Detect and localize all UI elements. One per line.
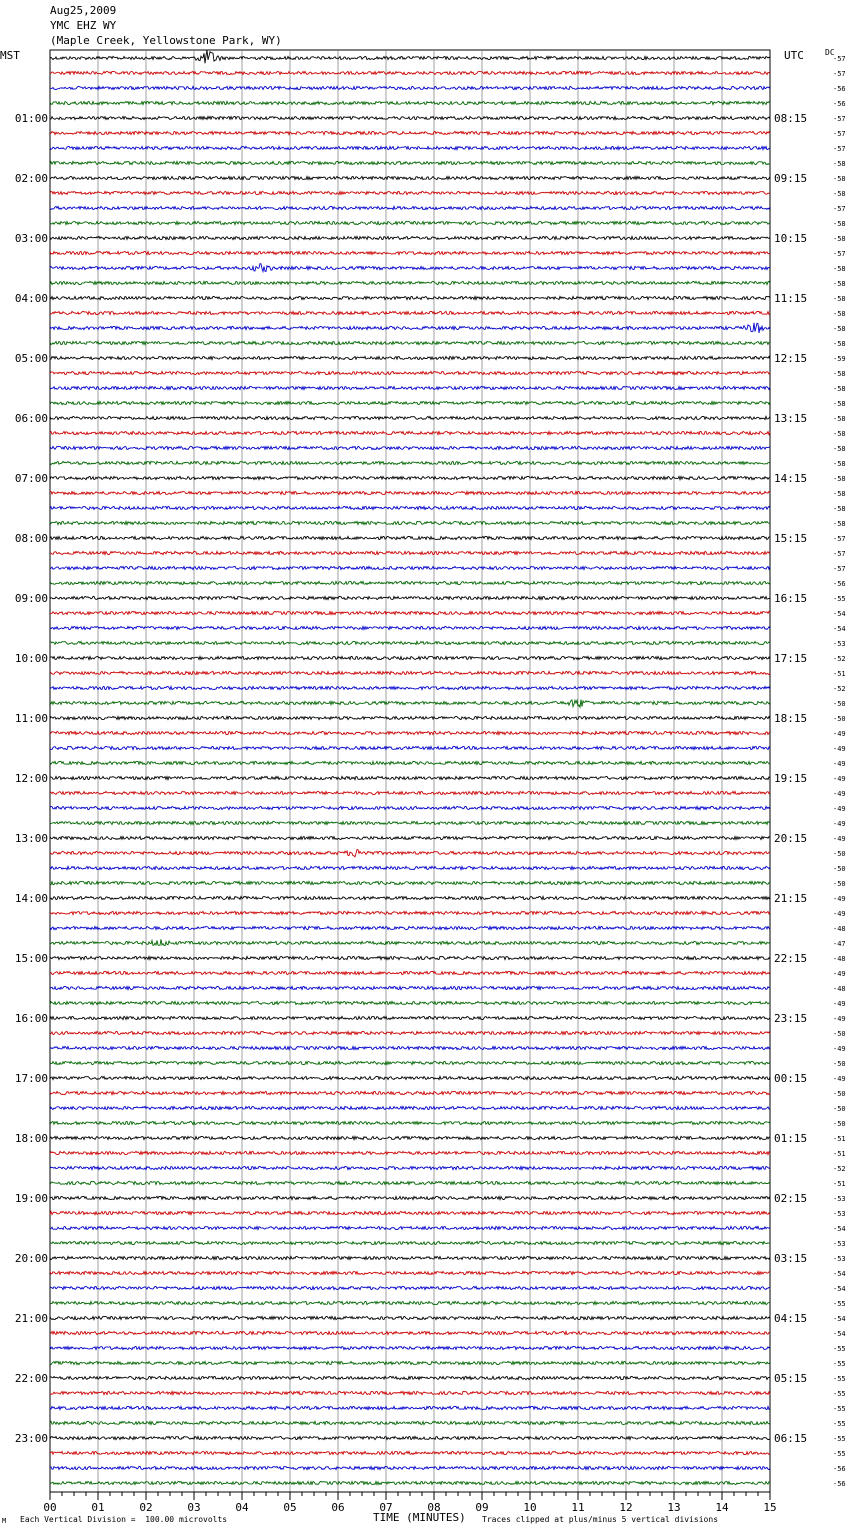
trace-row-73 xyxy=(50,1136,770,1139)
trace-row-76 xyxy=(50,1181,770,1184)
dc-offset-label: -56 xyxy=(833,1465,846,1473)
dc-offset-label: -49 xyxy=(833,835,846,843)
dc-offset-label: -59 xyxy=(833,355,846,363)
trace-row-6 xyxy=(50,131,770,134)
dc-offset-label: -57 xyxy=(833,115,846,123)
dc-offset-label: -58 xyxy=(833,400,846,408)
mst-hour-label: 22:00 xyxy=(14,1372,48,1385)
dc-offset-label: -49 xyxy=(833,1015,846,1023)
dc-offset-label: -58 xyxy=(833,295,846,303)
mst-hour-label: 13:00 xyxy=(14,832,48,845)
trace-row-39 xyxy=(50,626,770,629)
dc-offset-label: -51 xyxy=(833,1135,846,1143)
trace-row-48 xyxy=(50,761,770,764)
trace-row-35 xyxy=(50,566,770,569)
dc-offset-label: -58 xyxy=(833,160,846,168)
trace-row-13 xyxy=(50,236,770,239)
x-tick-label: 05 xyxy=(283,1501,297,1514)
trace-row-1 xyxy=(50,50,770,63)
x-tick-label: 03 xyxy=(187,1501,201,1514)
trace-row-96 xyxy=(50,1481,770,1484)
dc-offset-label: -53 xyxy=(833,640,846,648)
mst-hour-label: 03:00 xyxy=(14,232,48,245)
trace-row-53 xyxy=(50,836,770,839)
dc-offset-label: -58 xyxy=(833,460,846,468)
utc-hour-label: 03:15 xyxy=(774,1252,808,1265)
trace-row-29 xyxy=(50,476,770,479)
trace-row-17 xyxy=(50,296,770,299)
dc-offset-label: -50 xyxy=(833,1120,846,1128)
scale-note: Each Vertical Division = 100.00 microvolts xyxy=(20,1515,228,1524)
right-axis-label: UTC xyxy=(784,49,804,62)
utc-hour-label: 13:15 xyxy=(774,412,808,425)
x-tick-label: 10 xyxy=(523,1501,537,1514)
dc-offset-label: -57 xyxy=(833,550,846,558)
trace-row-8 xyxy=(50,161,770,164)
dc-offset-label: -58 xyxy=(833,235,846,243)
utc-hour-label: 18:15 xyxy=(774,712,808,725)
dc-offset-label: -50 xyxy=(833,1060,846,1068)
mst-hour-label: 02:00 xyxy=(14,172,48,185)
trace-row-14 xyxy=(50,251,770,254)
utc-hour-label: 14:15 xyxy=(774,472,808,485)
trace-row-64 xyxy=(50,1001,770,1004)
trace-row-70 xyxy=(50,1091,770,1094)
trace-row-44 xyxy=(50,700,770,708)
dc-offset-label: -57 xyxy=(833,55,846,63)
dc-offset-label: -57 xyxy=(833,205,846,213)
dc-offset-label: -56 xyxy=(833,85,846,93)
utc-hour-label: 23:15 xyxy=(774,1012,808,1025)
trace-row-91 xyxy=(50,1406,770,1409)
trace-row-24 xyxy=(50,401,770,404)
header-location: (Maple Creek, Yellowstone Park, WY) xyxy=(50,34,282,47)
dc-offset-label: -51 xyxy=(833,1150,846,1158)
trace-row-95 xyxy=(50,1466,770,1469)
trace-row-85 xyxy=(50,1316,770,1319)
mst-hour-label: 11:00 xyxy=(14,712,48,725)
trace-row-88 xyxy=(50,1361,770,1364)
dc-offset-label: -58 xyxy=(833,325,846,333)
utc-hour-label: 05:15 xyxy=(774,1372,808,1385)
trace-row-54 xyxy=(50,850,770,857)
utc-hour-label: 06:15 xyxy=(774,1432,808,1445)
mst-hour-label: 15:00 xyxy=(14,952,48,965)
trace-row-66 xyxy=(50,1031,770,1034)
dc-offset-label: -53 xyxy=(833,1240,846,1248)
dc-offset-label: -53 xyxy=(833,1195,846,1203)
trace-row-43 xyxy=(50,686,770,689)
dc-offset-label: -58 xyxy=(833,175,846,183)
trace-row-84 xyxy=(50,1301,770,1304)
trace-row-20 xyxy=(50,341,770,344)
trace-row-74 xyxy=(50,1151,770,1154)
dc-offset-label: -54 xyxy=(833,1270,846,1278)
dc-offset-label: -55 xyxy=(833,1375,846,1383)
dc-offset-label: -50 xyxy=(833,715,846,723)
x-axis-title: TIME (MINUTES) xyxy=(373,1511,466,1524)
dc-offset-label: -58 xyxy=(833,370,846,378)
dc-offset-label: -54 xyxy=(833,1315,846,1323)
dc-offset-label: -58 xyxy=(833,265,846,273)
dc-offset-label: -54 xyxy=(833,1285,846,1293)
dc-offset-label: -58 xyxy=(833,415,846,423)
trace-row-49 xyxy=(50,776,770,779)
mst-hour-label: 21:00 xyxy=(14,1312,48,1325)
trace-row-38 xyxy=(50,611,770,614)
utc-hour-label: 19:15 xyxy=(774,772,808,785)
dc-offset-label: -48 xyxy=(833,955,846,963)
dc-offset-label: -50 xyxy=(833,850,846,858)
x-tick-label: 08 xyxy=(427,1501,441,1514)
dc-offset-label: -55 xyxy=(833,1435,846,1443)
trace-row-61 xyxy=(50,956,770,959)
trace-row-46 xyxy=(50,731,770,734)
x-tick-label: 14 xyxy=(715,1501,729,1514)
utc-hour-label: 00:15 xyxy=(774,1072,808,1085)
dc-offset-label: -50 xyxy=(833,880,846,888)
utc-hour-label: 09:15 xyxy=(774,172,808,185)
dc-offset-label: -49 xyxy=(833,745,846,753)
trace-row-19 xyxy=(50,323,770,333)
dc-offset-label: -55 xyxy=(833,595,846,603)
utc-hour-label: 02:15 xyxy=(774,1192,808,1205)
trace-row-22 xyxy=(50,371,770,374)
trace-row-25 xyxy=(50,416,770,419)
mst-hour-label: 16:00 xyxy=(14,1012,48,1025)
header-station: YMC EHZ WY xyxy=(50,19,117,32)
dc-offset-label: -49 xyxy=(833,775,846,783)
utc-hour-label: 10:15 xyxy=(774,232,808,245)
dc-offset-label: -58 xyxy=(833,505,846,513)
utc-hour-label: 11:15 xyxy=(774,292,808,305)
mst-hour-label: 20:00 xyxy=(14,1252,48,1265)
trace-row-93 xyxy=(50,1436,770,1439)
trace-row-55 xyxy=(50,866,770,869)
trace-row-60 xyxy=(50,939,770,945)
trace-row-9 xyxy=(50,176,770,179)
trace-row-52 xyxy=(50,821,770,824)
dc-offset-label: -54 xyxy=(833,1330,846,1338)
dc-offset-label: -49 xyxy=(833,730,846,738)
dc-offset-label: -50 xyxy=(833,865,846,873)
dc-offset-label: -49 xyxy=(833,895,846,903)
dc-offset-label: -57 xyxy=(833,535,846,543)
trace-row-10 xyxy=(50,191,770,194)
trace-row-23 xyxy=(50,386,770,389)
x-tick-label: 11 xyxy=(571,1501,585,1514)
dc-offset-label: -56 xyxy=(833,580,846,588)
x-tick-label: 06 xyxy=(331,1501,345,1514)
utc-hour-label: 20:15 xyxy=(774,832,808,845)
trace-row-26 xyxy=(50,431,770,434)
dc-offset-label: -55 xyxy=(833,1390,846,1398)
dc-offset-label: -49 xyxy=(833,760,846,768)
dc-offset-label: -50 xyxy=(833,1030,846,1038)
dc-offset-label: -58 xyxy=(833,385,846,393)
header-date: Aug25,2009 xyxy=(50,4,117,17)
trace-row-16 xyxy=(50,281,770,284)
mst-hour-label: 19:00 xyxy=(14,1192,48,1205)
trace-row-94 xyxy=(50,1451,770,1454)
mst-hour-label: 14:00 xyxy=(14,892,48,905)
x-tick-label: 07 xyxy=(379,1501,393,1514)
dc-offset-label: -58 xyxy=(833,310,846,318)
trace-row-37 xyxy=(50,596,770,599)
dc-offset-label: -58 xyxy=(833,220,846,228)
trace-row-90 xyxy=(50,1391,770,1394)
dc-offset-label: -56 xyxy=(833,100,846,108)
x-tick-label: 09 xyxy=(475,1501,489,1514)
trace-row-80 xyxy=(50,1241,770,1244)
dc-offset-label: -51 xyxy=(833,670,846,678)
x-tick-label: 13 xyxy=(667,1501,681,1514)
dc-offset-label: -55 xyxy=(833,1345,846,1353)
dc-offset-label: -50 xyxy=(833,700,846,708)
trace-row-18 xyxy=(50,311,770,314)
dc-offset-label: -49 xyxy=(833,1075,846,1083)
trace-row-41 xyxy=(50,656,770,659)
utc-hour-label: 15:15 xyxy=(774,532,808,545)
trace-row-67 xyxy=(50,1046,770,1049)
trace-row-87 xyxy=(50,1346,770,1349)
trace-row-56 xyxy=(50,881,770,884)
utc-hour-label: 08:15 xyxy=(774,112,808,125)
trace-row-47 xyxy=(50,746,770,749)
dc-label: DC xyxy=(825,48,835,57)
dc-offset-label: -58 xyxy=(833,340,846,348)
trace-row-72 xyxy=(50,1121,770,1124)
trace-row-65 xyxy=(50,1016,770,1019)
mst-hour-label: 17:00 xyxy=(14,1072,48,1085)
trace-row-63 xyxy=(50,986,770,989)
trace-row-59 xyxy=(50,926,770,929)
plot-frame xyxy=(50,50,770,1492)
trace-row-45 xyxy=(50,716,770,719)
mst-hour-label: 09:00 xyxy=(14,592,48,605)
trace-row-2 xyxy=(50,71,770,74)
scale-mark: M xyxy=(2,1517,7,1525)
utc-hour-label: 21:15 xyxy=(774,892,808,905)
trace-row-7 xyxy=(50,146,770,149)
mst-hour-label: 18:00 xyxy=(14,1132,48,1145)
dc-offset-label: -55 xyxy=(833,1360,846,1368)
trace-row-82 xyxy=(50,1271,770,1274)
mst-hour-label: 10:00 xyxy=(14,652,48,665)
trace-row-62 xyxy=(50,971,770,974)
dc-offset-label: -51 xyxy=(833,1180,846,1188)
utc-hour-label: 01:15 xyxy=(774,1132,808,1145)
trace-row-69 xyxy=(50,1076,770,1079)
trace-row-27 xyxy=(50,446,770,449)
dc-offset-label: -52 xyxy=(833,655,846,663)
dc-offset-label: -55 xyxy=(833,1300,846,1308)
dc-offset-label: -50 xyxy=(833,1105,846,1113)
dc-offset-label: -57 xyxy=(833,145,846,153)
dc-offset-label: -49 xyxy=(833,970,846,978)
dc-offset-label: -55 xyxy=(833,1405,846,1413)
trace-row-32 xyxy=(50,521,770,524)
utc-hour-label: 16:15 xyxy=(774,592,808,605)
trace-row-40 xyxy=(50,641,770,644)
x-tick-label: 00 xyxy=(43,1501,57,1514)
utc-hour-label: 17:15 xyxy=(774,652,808,665)
dc-offset-label: -58 xyxy=(833,475,846,483)
trace-row-5 xyxy=(50,116,770,119)
dc-offset-label: -50 xyxy=(833,1090,846,1098)
dc-offset-label: -54 xyxy=(833,625,846,633)
trace-row-3 xyxy=(50,86,770,89)
trace-row-68 xyxy=(50,1061,770,1064)
dc-offset-label: -55 xyxy=(833,1420,846,1428)
dc-offset-label: -57 xyxy=(833,70,846,78)
trace-row-11 xyxy=(50,206,770,209)
mst-hour-label: 01:00 xyxy=(14,112,48,125)
utc-hour-label: 22:15 xyxy=(774,952,808,965)
trace-row-36 xyxy=(50,581,770,584)
mst-hour-label: 12:00 xyxy=(14,772,48,785)
clip-note: Traces clipped at plus/minus 5 vertical divisions xyxy=(482,1515,719,1524)
dc-offset-label: -57 xyxy=(833,130,846,138)
dc-offset-label: -54 xyxy=(833,610,846,618)
trace-row-15 xyxy=(50,264,770,272)
trace-row-58 xyxy=(50,911,770,914)
trace-row-33 xyxy=(50,536,770,539)
trace-row-71 xyxy=(50,1106,770,1109)
trace-row-30 xyxy=(50,491,770,494)
dc-offset-label: -55 xyxy=(833,1450,846,1458)
dc-offset-label: -58 xyxy=(833,430,846,438)
dc-offset-label: -53 xyxy=(833,1255,846,1263)
trace-row-12 xyxy=(50,221,770,224)
dc-offset-label: -57 xyxy=(833,250,846,258)
utc-hour-label: 04:15 xyxy=(774,1312,808,1325)
x-tick-label: 12 xyxy=(619,1501,633,1514)
mst-hour-label: 23:00 xyxy=(14,1432,48,1445)
dc-offset-label: -48 xyxy=(833,985,846,993)
x-tick-label: 15 xyxy=(763,1501,777,1514)
trace-row-31 xyxy=(50,506,770,509)
trace-row-4 xyxy=(50,101,770,104)
dc-offset-label: -49 xyxy=(833,1000,846,1008)
trace-row-57 xyxy=(50,896,770,899)
left-axis-label: MST xyxy=(0,49,20,62)
trace-row-89 xyxy=(50,1376,770,1379)
trace-row-50 xyxy=(50,791,770,794)
dc-offset-label: -58 xyxy=(833,190,846,198)
mst-hour-label: 04:00 xyxy=(14,292,48,305)
trace-row-81 xyxy=(50,1256,770,1259)
dc-offset-label: -49 xyxy=(833,910,846,918)
trace-row-86 xyxy=(50,1331,770,1334)
dc-offset-label: -57 xyxy=(833,565,846,573)
mst-hour-label: 07:00 xyxy=(14,472,48,485)
x-tick-label: 04 xyxy=(235,1501,249,1514)
dc-offset-label: -52 xyxy=(833,1165,846,1173)
dc-offset-label: -49 xyxy=(833,790,846,798)
dc-offset-label: -47 xyxy=(833,940,846,948)
mst-hour-label: 08:00 xyxy=(14,532,48,545)
dc-offset-label: -58 xyxy=(833,520,846,528)
trace-row-34 xyxy=(50,551,770,554)
dc-offset-label: -49 xyxy=(833,1045,846,1053)
trace-row-77 xyxy=(50,1196,770,1199)
dc-offset-label: -52 xyxy=(833,685,846,693)
mst-hour-label: 06:00 xyxy=(14,412,48,425)
dc-offset-label: -58 xyxy=(833,445,846,453)
dc-offset-label: -53 xyxy=(833,1210,846,1218)
dc-offset-label: -58 xyxy=(833,280,846,288)
dc-offset-label: -54 xyxy=(833,1225,846,1233)
trace-row-92 xyxy=(50,1421,770,1424)
dc-offset-label: -49 xyxy=(833,805,846,813)
x-tick-label: 02 xyxy=(139,1501,153,1514)
trace-row-83 xyxy=(50,1286,770,1289)
mst-hour-label: 05:00 xyxy=(14,352,48,365)
trace-row-28 xyxy=(50,461,770,464)
dc-offset-label: -48 xyxy=(833,925,846,933)
trace-row-51 xyxy=(50,806,770,809)
trace-row-78 xyxy=(50,1211,770,1214)
dc-offset-label: -49 xyxy=(833,820,846,828)
trace-row-21 xyxy=(50,356,770,359)
x-tick-label: 01 xyxy=(91,1501,105,1514)
trace-row-42 xyxy=(50,671,770,674)
trace-row-75 xyxy=(50,1166,770,1169)
trace-row-79 xyxy=(50,1226,770,1229)
dc-offset-label: -56 xyxy=(833,1480,846,1488)
utc-hour-label: 12:15 xyxy=(774,352,808,365)
dc-offset-label: -58 xyxy=(833,490,846,498)
